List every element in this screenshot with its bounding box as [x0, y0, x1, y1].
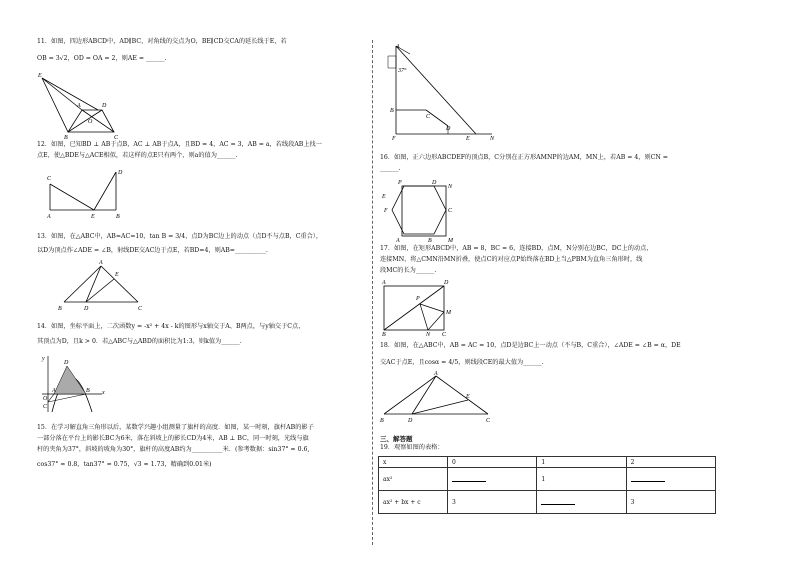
svg-text:M: M — [446, 310, 451, 316]
svg-text:F: F — [392, 136, 396, 142]
svg-text:E: E — [115, 272, 119, 278]
question-13: 13．如图，在△ABC中，AB=AC=10，tan B = 3/4，点D为BC边上的动点（点D不与点B，C重合）， 以D为顶点作∠ADE = ∠B，射线DE交AC边于点E，若BD=4，则AB=__________. — [37, 233, 323, 254]
svg-text:B: B — [390, 108, 394, 114]
svg-text:C: C — [138, 306, 143, 312]
svg-text:C: C — [43, 404, 48, 410]
svg-text:N: N — [490, 136, 495, 142]
table-row: ax² + bx + c 3 3 — [379, 491, 716, 514]
fig11-label: B — [64, 135, 68, 141]
svg-text:y: y — [42, 356, 45, 362]
question-18: 18．如图，在△ABC中，AB = AC = 10，点D是边BC上一动点（不与B，C重合），∠ADE = ∠B = α，DE 交AC于点E，且cosα = 4/5，则线段CE的最大值为______. — [380, 342, 681, 366]
fig11-label: D — [102, 103, 107, 109]
svg-text:N: N — [426, 332, 431, 338]
svg-text:A: A — [47, 214, 51, 220]
svg-text:E: E — [382, 194, 386, 200]
svg-text:P: P — [416, 296, 420, 302]
svg-text:D: D — [64, 360, 69, 366]
svg-text:B: B — [428, 238, 432, 244]
svg-text:A: A — [396, 44, 400, 50]
figure-18 — [380, 372, 500, 424]
svg-text:C: C — [486, 418, 491, 424]
svg-text:N: N — [448, 184, 453, 190]
svg-text:F: F — [384, 208, 388, 214]
fig11-label: E — [38, 73, 42, 79]
fig11-label: A — [77, 103, 81, 109]
svg-text:M: M — [448, 238, 453, 244]
svg-text:C: C — [426, 114, 431, 120]
svg-text:A: A — [396, 238, 400, 244]
svg-text:B: B — [58, 306, 62, 312]
question-12: 12．如图，已知BD ⊥ AB于点B，AC ⊥ AB于点A，且BD = 4，AC = 3，AB = a，若线段AB上找一 点E，使△BDE与△ACE相似，若这样的点E只有两个，则a的值为______. — [37, 141, 322, 159]
fig11-label: C — [114, 135, 119, 141]
answer-blank[interactable] — [452, 475, 486, 482]
svg-text:D: D — [444, 280, 449, 286]
question-11: 11．如图，四边形ABCD中，AD∥BC，对角线的交点为O，BE∥CD交CA的延长线于E，若 OB = 3√2，OD = OA = 2，则AE = ______. — [37, 38, 287, 62]
svg-text:A: A — [382, 280, 386, 286]
svg-text:D: D — [118, 170, 123, 176]
svg-text:C: C — [442, 332, 447, 338]
svg-text:B: B — [380, 418, 384, 424]
svg-text:A: A — [52, 388, 56, 394]
svg-text:x: x — [102, 390, 105, 396]
svg-text:B: B — [86, 388, 90, 394]
figure-13 — [58, 262, 148, 312]
svg-text:E: E — [466, 136, 470, 142]
svg-text:B: B — [382, 332, 386, 338]
svg-text:C: C — [47, 176, 52, 182]
svg-text:D: D — [84, 306, 89, 312]
figure-11 — [38, 72, 128, 142]
question-19: 19．观察如图的表格： — [380, 444, 444, 451]
answer-blank[interactable] — [541, 498, 575, 505]
svg-text:C: C — [448, 208, 453, 214]
question-14: 14．如图，坐标平面上，二次函数y = -x² + 4x - k的图形与x轴交于A、B两点，与y轴交于C点， 其顶点为D，且k > 0．若△ABC与△ABD的面积比为1:3，则k值为______. — [37, 323, 305, 345]
answer-blank[interactable] — [631, 475, 665, 482]
svg-text:E: E — [466, 394, 470, 400]
svg-text:37°: 37° — [398, 68, 407, 74]
table-row: x 0 1 2 — [379, 457, 716, 468]
figure-16 — [382, 180, 462, 242]
svg-text:D: D — [408, 418, 413, 424]
figure-12 — [44, 168, 124, 220]
svg-text:A: A — [434, 371, 438, 377]
fig11-label: O — [88, 119, 93, 125]
question-17: 17．如图，在矩形ABCD中，AB = 8，BC = 6，连接BD，点M，N分别在边BC，DC上的动点， 连接MN，将△CMN沿MN折叠，使点C的对应点P始终落在BD上当△PBM为直角三角形时，线 段MC的长为______. — [380, 245, 653, 274]
question-15: 15．在学习解直角三角形以后，某数学兴趣小组测量了旗杆的高度．如图，某一时刻，旗杆AB的影子 一部分落在平台上的影长BC为6米，落在斜坡上的影长CD为4米，AB ⊥ BC，同一时刻，光线与旗 杆的夹角为37°，斜坡的坡角为30°，旗杆的高度AB约为__________米．(参考数据：sin37° ≈ 0.6, cos37° ≈ 0.8，tan37° ≈ 0.75，√3 ≈ 1.73，精确到0.01米) — [37, 424, 314, 468]
figure-17 — [380, 278, 460, 338]
figure-15 — [380, 42, 500, 142]
observation-table — [378, 456, 716, 514]
figure-14 — [40, 352, 110, 414]
svg-text:B: B — [116, 214, 120, 220]
svg-text:O: O — [43, 396, 48, 402]
svg-text:D: D — [432, 180, 437, 186]
svg-text:E: E — [91, 214, 95, 220]
svg-text:P: P — [398, 180, 402, 186]
section-heading: 三、解答题 — [380, 436, 413, 443]
svg-text:A: A — [99, 260, 103, 266]
question-16: 16．如图，正六边形ABCDEF的顶点B，C分别在正方形AMNP的边AM，MN上，若AB = 4，则CN = ______. — [380, 154, 668, 172]
table-row: ax² 1 — [379, 468, 716, 491]
column-divider — [372, 40, 373, 545]
svg-text:D: D — [446, 126, 451, 132]
